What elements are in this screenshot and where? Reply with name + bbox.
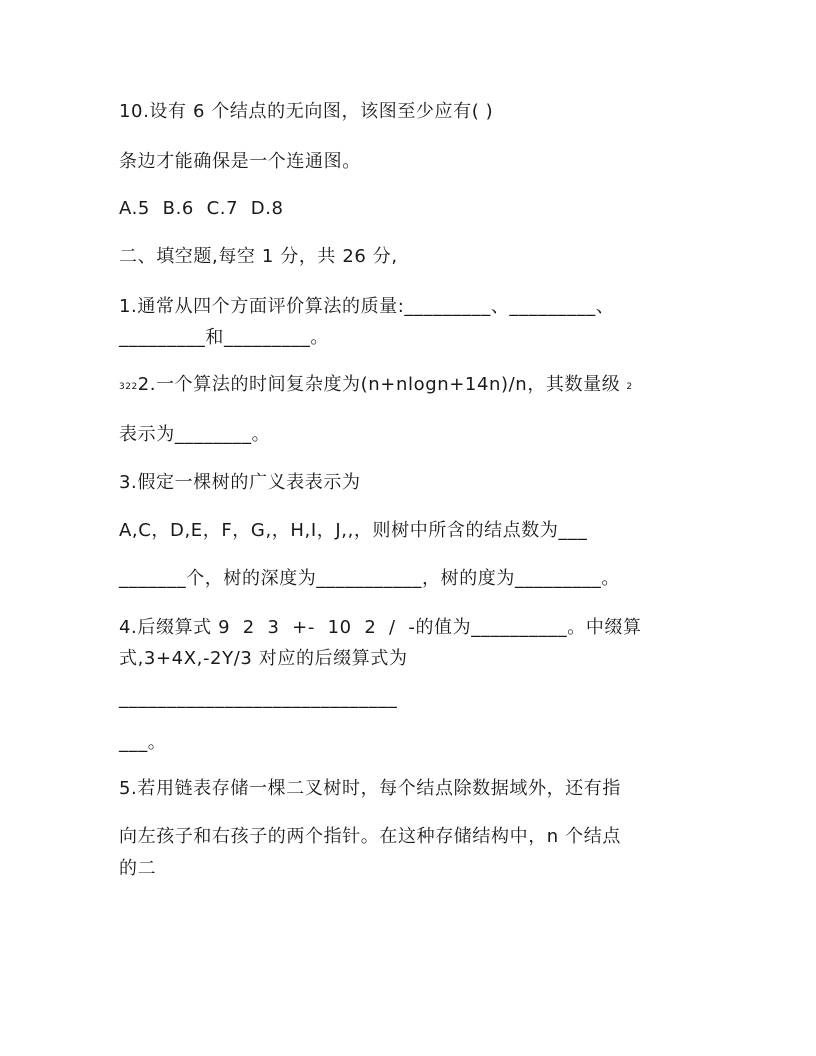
question-5-line-2: 向左孩子和右孩子的两个指针。在这种存储结构中，n 个结点 — [119, 826, 621, 847]
question-1-line-2: _________和_________。 — [119, 327, 329, 348]
section-title: 二、填空题,每空 1 分，共 26 分, — [119, 246, 398, 267]
question-4-line-4: ___。 — [119, 732, 167, 753]
question-2-suffix: 2 — [626, 382, 633, 392]
question-4-line-1: 4.后缀算式 9 2 3 +- 10 2 / -的值为__________。中缀算 — [119, 617, 642, 638]
question-10-line-1: 10.设有 6 个结点的无向图，该图至少应有( ) — [119, 101, 494, 122]
question-4-line-3: _____________________________ — [119, 688, 398, 709]
question-10-options: A.5 B.6 C.7 D.8 — [119, 198, 284, 219]
question-10-line-2: 条边才能确保是一个连通图。 — [119, 151, 361, 172]
question-1-line-1: 1.通常从四个方面评价算法的质量:_________、_________、 — [119, 296, 615, 317]
question-2-line-2: 表示为________。 — [119, 424, 271, 445]
question-2-prefix: 322 — [119, 382, 138, 392]
question-3-line-3: _______个，树的深度为___________，树的度为_________。 — [119, 568, 620, 589]
question-2-text: 2.一个算法的时间复杂度为(n+nlogn+14n)/n，其数量级 — [137, 374, 621, 395]
question-5-line-1: 5.若用链表存储一棵二叉树时，每个结点除数据域外，还有指 — [119, 778, 621, 799]
question-3-line-1: 3.假定一棵树的广义表表示为 — [119, 472, 361, 493]
question-4-line-2: 式,3+4X,-2Y/3 对应的后缀算式为 — [119, 648, 408, 669]
question-3-line-2: A,C，D,E，F，G,，H,I，J,,，则树中所含的结点数为___ — [119, 520, 588, 541]
question-5-line-3: 的二 — [119, 858, 157, 879]
question-2-line-1 — [119, 374, 633, 398]
